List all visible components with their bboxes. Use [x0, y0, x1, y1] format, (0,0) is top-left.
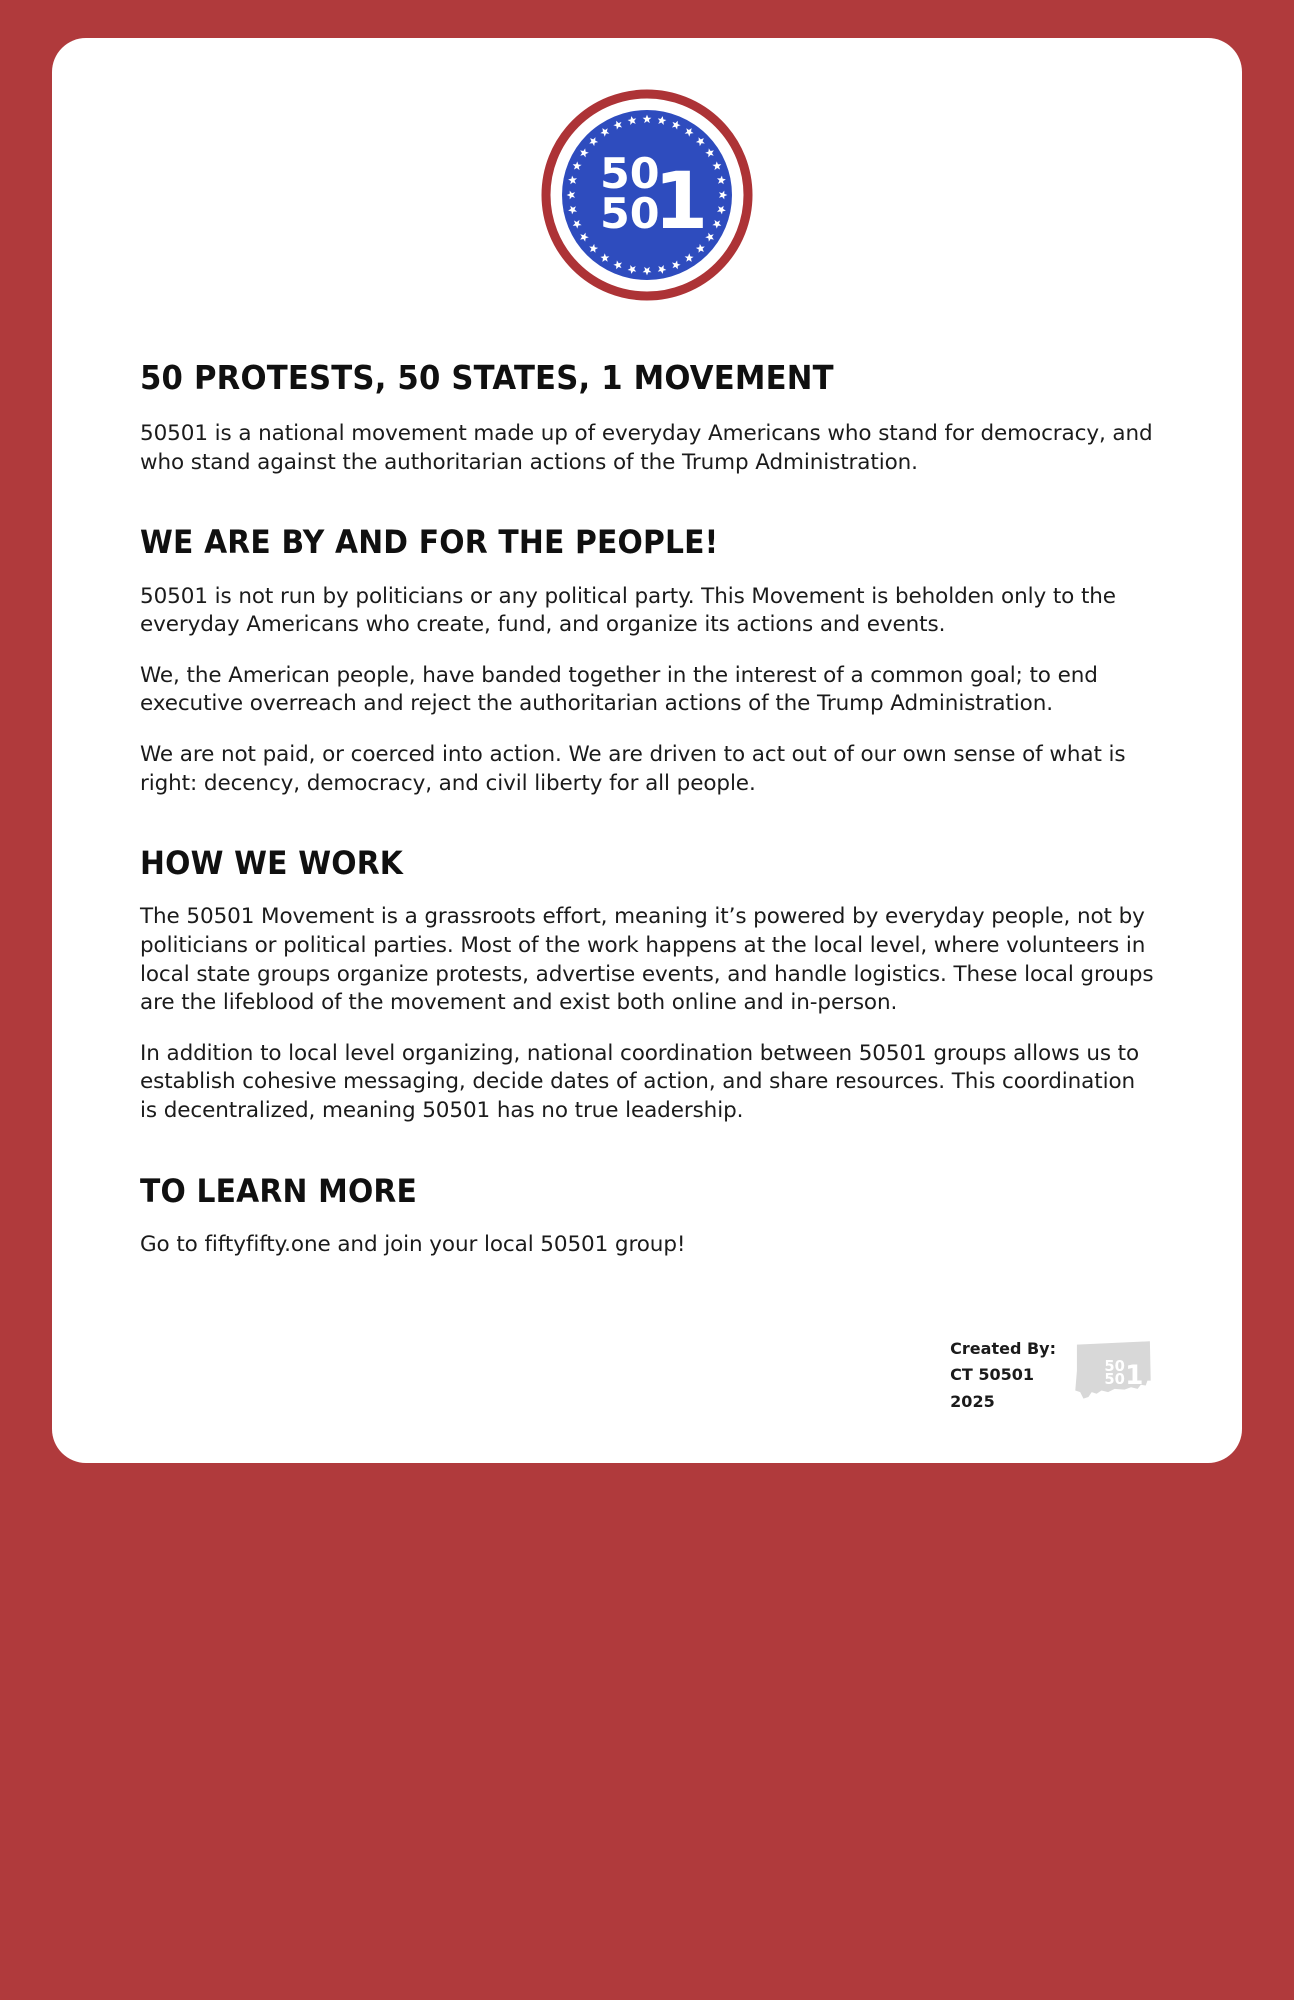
ct-mark-50-top: 50 [1104, 1358, 1125, 1376]
to-learn-more-paragraph-1: Go to fiftyfifty.one and join your local 50501 group! [140, 1231, 686, 1257]
section-how-we-work [140, 846, 1154, 1125]
logo-text-50-bottom: 50 [599, 190, 660, 239]
how-we-work-paragraph-2: In addition to local level organizing, national coordination between 50501 groups allows us to establish cohesive messaging, decide dates of action, and share resources. This coordination is decentralized, meaning 50501 has no true leadership. [140, 1040, 1140, 1123]
credit-line-year: 2025 [950, 1391, 995, 1411]
credit-line-created-by: Created By: [950, 1338, 1056, 1358]
section-title-how-we-work: HOW WE WORK [140, 844, 404, 883]
credit-text [950, 1336, 1056, 1415]
50501-seal-logo [540, 88, 754, 302]
people-paragraph-1: 50501 is not run by politicians or any political party. This Movement is beholden only to the everyday Americans who create, fund, and organize its actions and events. [140, 583, 1116, 638]
ct-mark-50-bottom: 50 [1104, 1371, 1125, 1389]
intro-paragraph-1: 50501 is a national movement made up of everyday Americans who stand for democracy, and who stand against the authoritarian actions of the Trump Administration. [140, 421, 1153, 475]
connecticut-state-icon [1072, 1338, 1154, 1412]
section-intro [140, 360, 1154, 477]
section-title-by-and-for-the-people: WE ARE BY AND FOR THE PEOPLE! [140, 523, 719, 562]
poster-content [52, 360, 1242, 1259]
section-by-and-for-the-people [140, 525, 1154, 798]
section-title-to-learn-more: TO LEARN MORE [140, 1171, 418, 1210]
credit-line-org: CT 50501 [950, 1365, 1035, 1385]
credit-block [950, 1336, 1154, 1415]
logo-text-50-top: 50 [599, 150, 660, 199]
poster-card [52, 38, 1242, 1463]
people-paragraph-2: We, the American people, have banded together in the interest of a common goal; to end executive overreach and reject the authoritarian actions of the Trump Administration. [140, 662, 1098, 717]
section-title-intro: 50 PROTESTS, 50 STATES, 1 MOVEMENT [140, 358, 834, 397]
logo-text-one: 1 [653, 157, 709, 247]
section-to-learn-more [140, 1171, 1154, 1260]
how-we-work-paragraph-1: The 50501 Movement is a grassroots effort, meaning it’s powered by everyday people, not by politicians or political parties. Most of the work happens at the local level, where volunteers in local state groups organize protests, advertise events, and handle logistics. These local groups are the lifeblood of the movement and exist both online and in-person. [140, 904, 1154, 1016]
people-paragraph-3: We are not paid, or coerced into action. We are driven to act out of our own sense of what is right: decency, democracy, and civil liberty for all people. [140, 742, 1126, 796]
ct-mark-one: 1 [1125, 1361, 1144, 1392]
logo-container [52, 38, 1242, 302]
